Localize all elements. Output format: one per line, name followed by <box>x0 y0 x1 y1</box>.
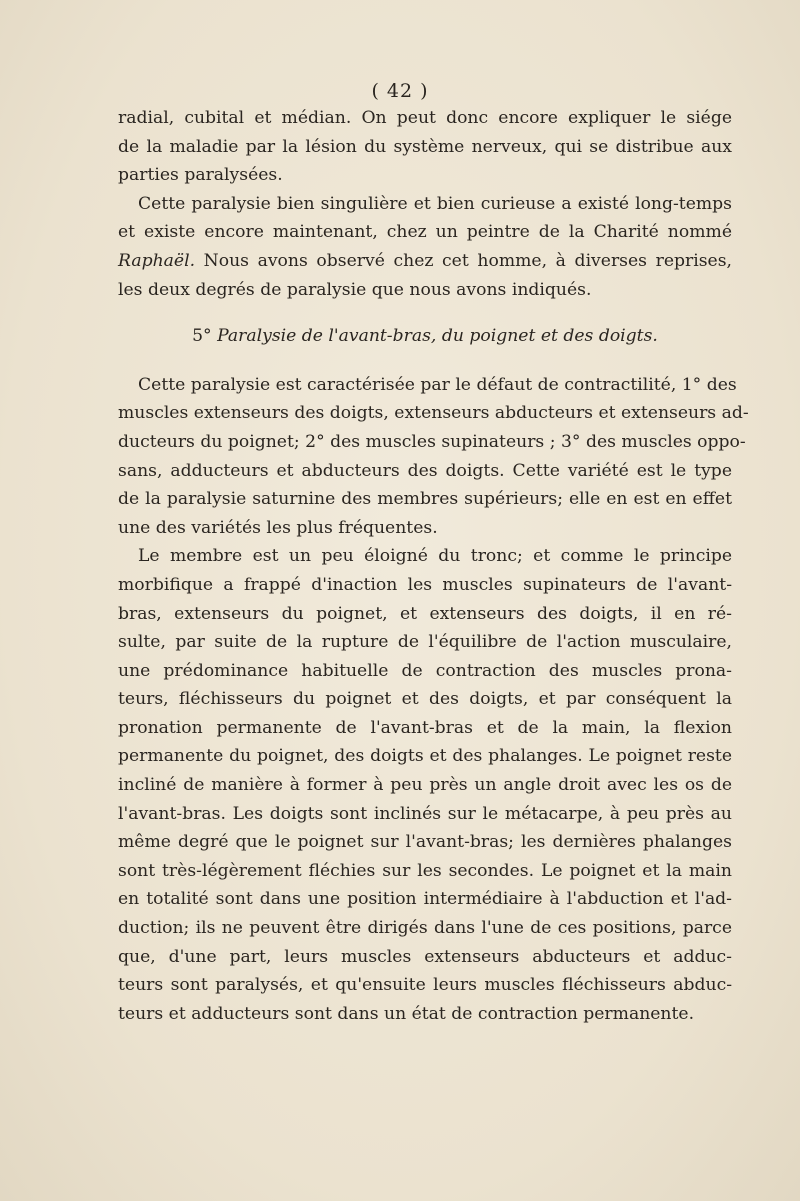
paragraph-4 <box>118 542 732 1028</box>
text-line: une des variétés les plus fréquentes. <box>118 517 438 538</box>
text-line: Cette paralysie bien singulière et bien curieuse a existé long-temps <box>138 193 732 214</box>
text-line: teurs sont paralysés, et qu'ensuite leurs muscles fléchisseurs abduc- <box>118 975 732 996</box>
text-line: et existe encore maintenant, chez un peintre de la Charité nommé <box>118 222 732 243</box>
page-text <box>118 104 749 1028</box>
section-title: Paralysie de l'avant-bras, du poignet et des doigts. <box>217 326 658 347</box>
section-heading <box>118 322 732 351</box>
paragraph-1 <box>118 104 732 190</box>
text-line: duction; ils ne peuvent être dirigés dans l'une de ces positions, parce <box>118 918 732 939</box>
text-line: en totalité sont dans une position intermédiaire à l'abduction et l'ad- <box>118 889 732 910</box>
text-line: radial, cubital et médian. On peut donc encore expliquer le siége <box>118 108 732 128</box>
text-line: ducteurs du poignet; 2° des muscles supinateurs ; 3° des muscles oppo- <box>118 431 746 452</box>
text-line: pronation permanente de l'avant-bras et de la main, la flexion <box>118 717 732 738</box>
text-line: sulte, par suite de la rupture de l'équilibre de l'action musculaire, <box>118 632 732 653</box>
painter-name: Raphaël. <box>118 250 196 271</box>
text-line: Le membre est un peu éloigné du tronc; et comme le principe <box>138 546 732 567</box>
text-line: les deux degrés de paralysie que nous avons indiqués. <box>118 279 592 300</box>
text-line: même degré que le poignet sur l'avant-bras; les dernières phalanges <box>118 832 732 853</box>
text-line: morbifique a frappé d'inaction les muscles supinateurs de l'avant- <box>118 574 732 595</box>
text-line: l'avant-bras. Les doigts sont inclinés sur le métacarpe, à peu près au <box>118 803 732 824</box>
text-line: que, d'une part, leurs muscles extenseurs abducteurs et adduc- <box>118 946 732 967</box>
text-line: de la maladie par la lésion du système nerveux, qui se distribue aux <box>118 136 732 157</box>
page-number: ( 42 ) <box>371 80 429 102</box>
text-line-rest: Nous avons observé chez cet homme, à diverses reprises, <box>195 250 732 271</box>
text-line: une prédominance habituelle de contraction des muscles prona- <box>118 660 732 681</box>
text-line: muscles extenseurs des doigts, extenseurs abducteurs et extenseurs ad- <box>118 403 749 424</box>
section-number: 5° <box>192 326 212 347</box>
text-line: incliné de manière à former à peu près un angle droit avec les os de <box>118 775 732 796</box>
text-line: permanente du poignet, des doigts et des phalanges. Le poignet reste <box>118 746 732 767</box>
text-line: teurs, fléchisseurs du poignet et des doigts, et par conséquent la <box>118 689 732 710</box>
text-line: parties paralysées. <box>118 165 283 186</box>
text-line: teurs et adducteurs sont dans un état de contraction permanente. <box>118 1003 695 1024</box>
text-line-with-name <box>118 247 732 276</box>
paragraph-2 <box>118 190 732 304</box>
text-line: Cette paralysie est caractérisée par le défaut de contractilité, 1° des <box>138 374 737 395</box>
text-line: sans, adducteurs et abducteurs des doigts. Cette variété est le type <box>118 460 732 481</box>
text-line: de la paralysie saturnine des membres supérieurs; elle en est en effet <box>118 489 732 510</box>
text-line: bras, extenseurs du poignet, et extenseurs des doigts, il en ré- <box>118 603 732 624</box>
text-line: sont très-légèrement fléchies sur les secondes. Le poignet et la main <box>118 860 732 881</box>
paragraph-3 <box>118 371 749 543</box>
